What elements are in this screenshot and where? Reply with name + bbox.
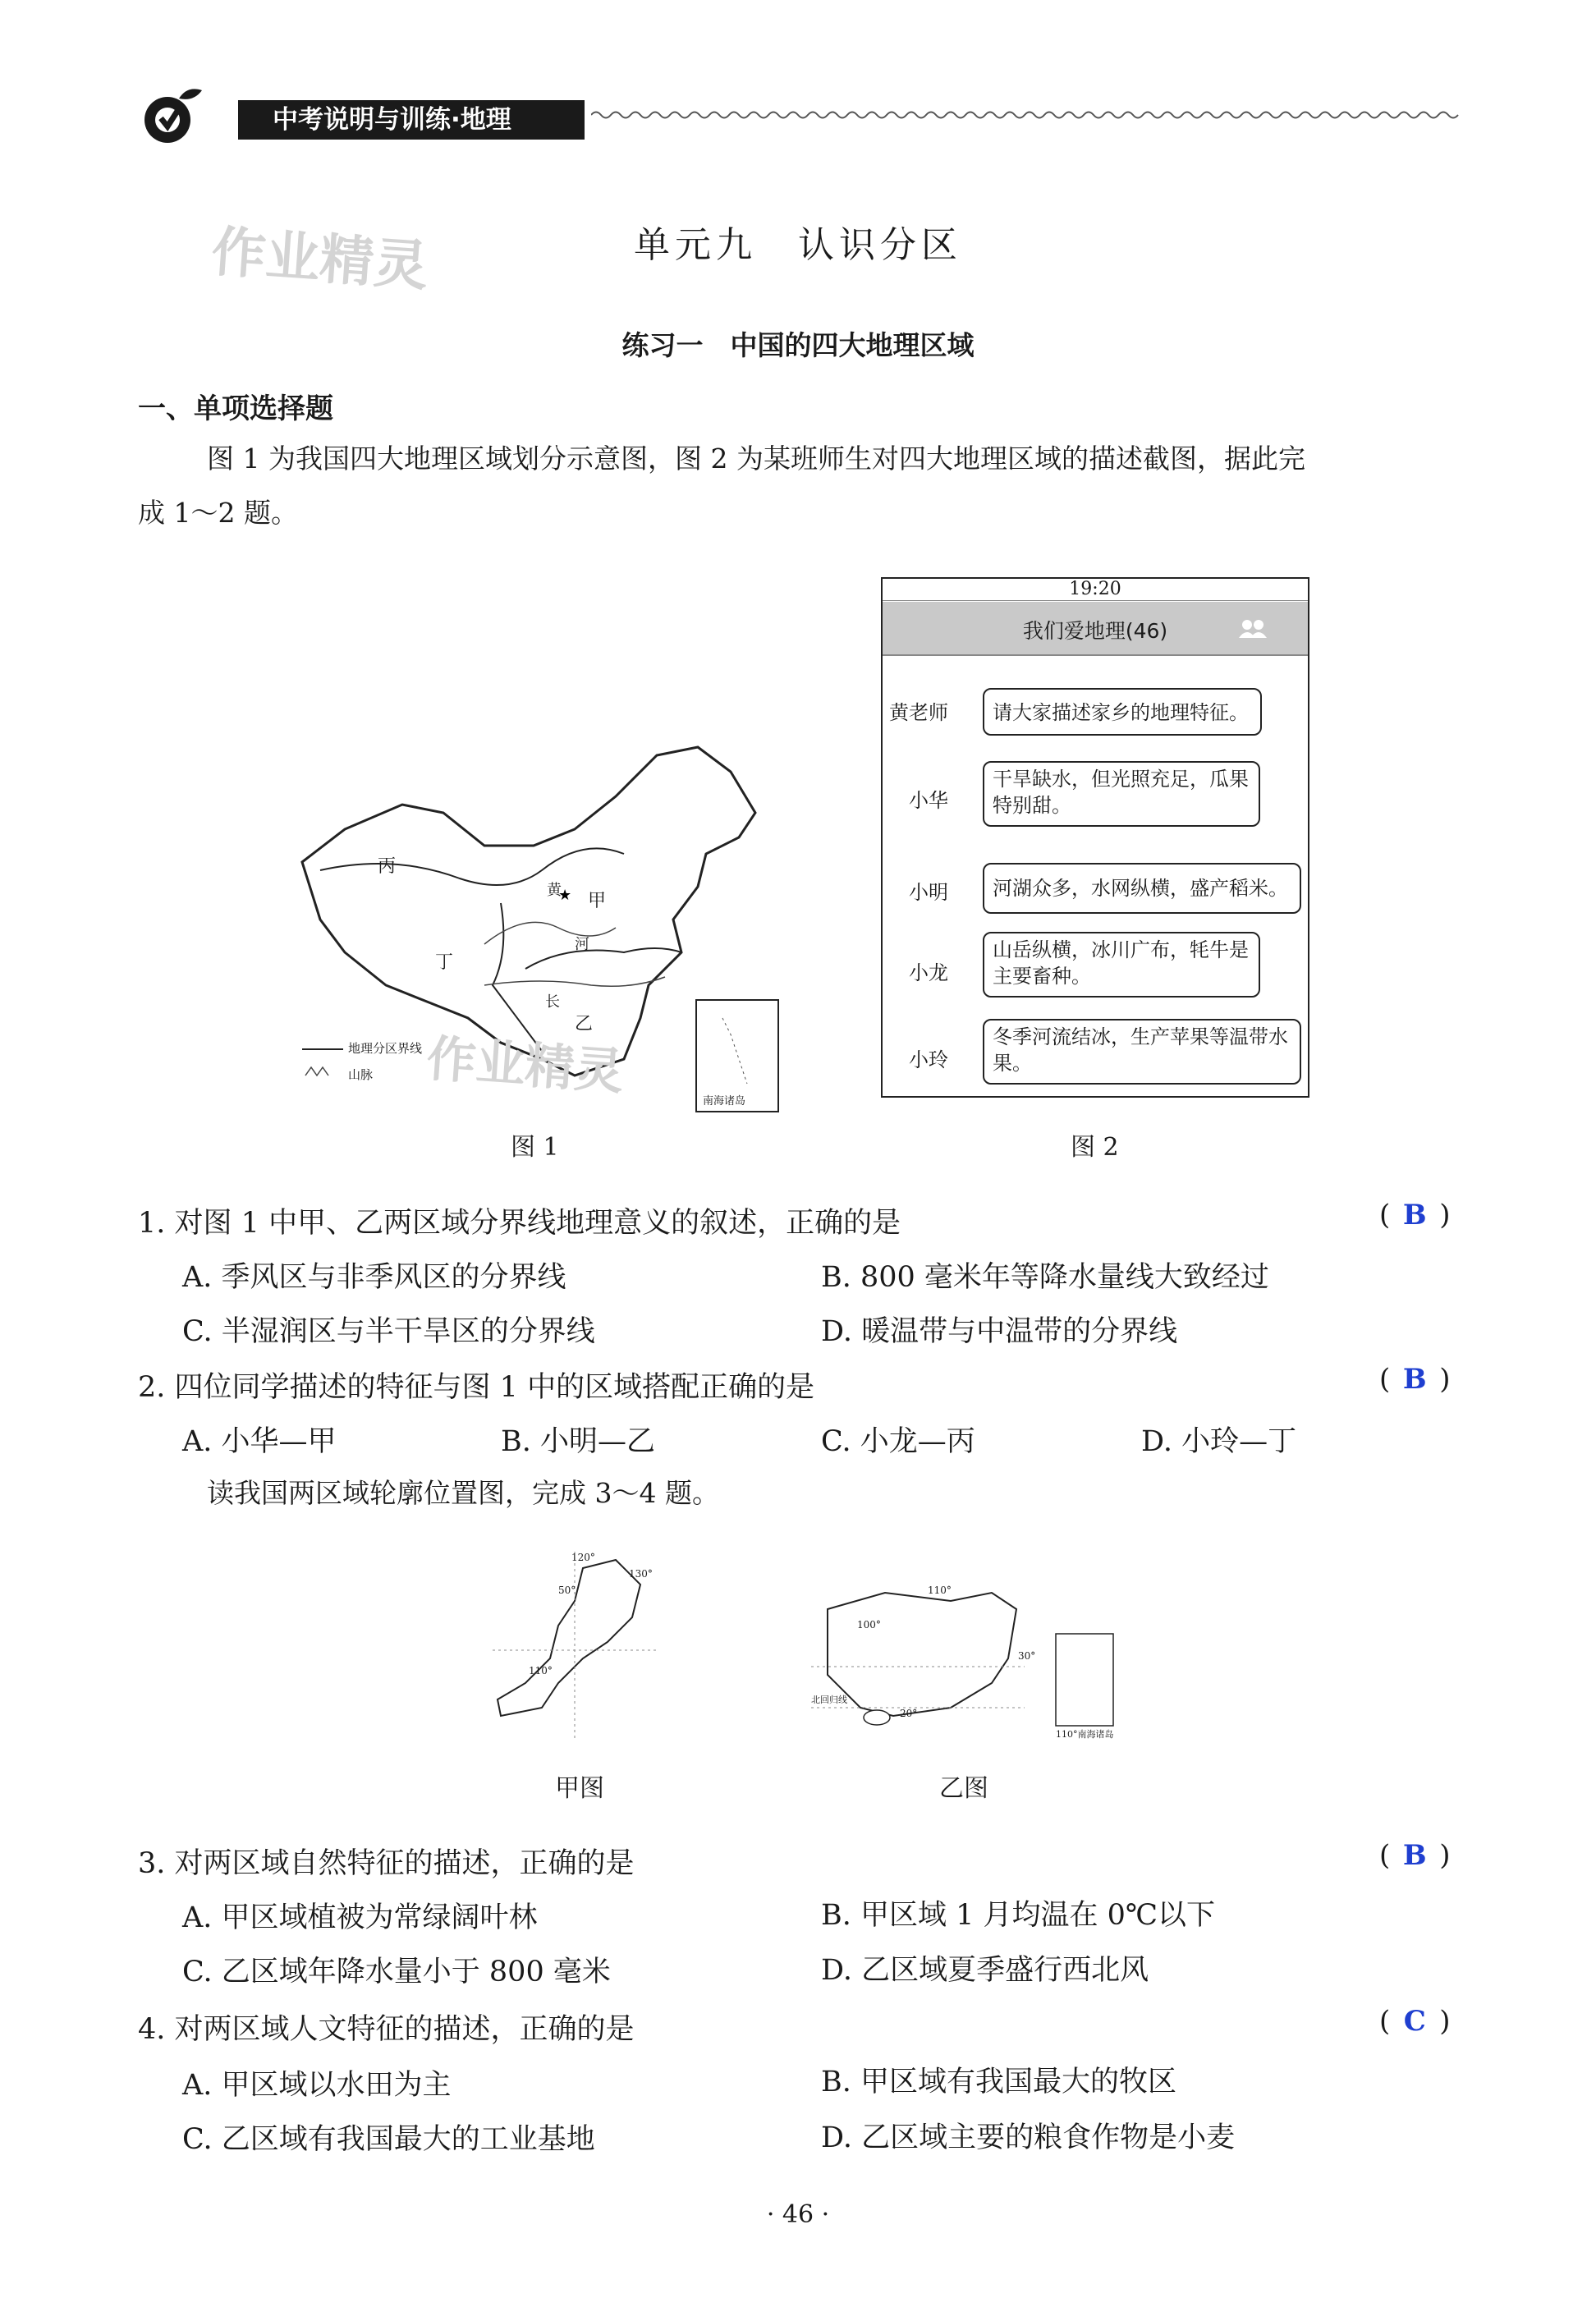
q3-option-c: C. 乙区域年降水量小于 800 毫米 xyxy=(182,1956,611,1988)
group-users-icon xyxy=(1237,618,1270,640)
lon-label: 120° xyxy=(571,1552,595,1563)
chat-name-5: 小玲 xyxy=(909,1048,948,1071)
book-title: 中考说明与训练·地理 xyxy=(238,100,585,140)
question-number: 1. xyxy=(138,1207,166,1240)
region-label-chang: 长 xyxy=(545,993,560,1011)
chat-bubble-4: 山岳纵横，冰川广布，牦牛是主要畜种。 xyxy=(983,932,1260,998)
lat-label: 20° xyxy=(900,1708,918,1719)
chat-name-2: 小华 xyxy=(909,789,948,812)
unit-title: 单元九 认识分区 xyxy=(634,224,962,266)
chat-bubble-3: 河湖众多，水网纵横，盛产稻米。 xyxy=(983,863,1301,914)
figure-1-caption: 图 1 xyxy=(511,1133,559,1162)
figure-yi-caption: 乙图 xyxy=(939,1774,988,1803)
question-2-stem xyxy=(138,1364,814,1406)
q1-option-a: A. 季风区与非季风区的分界线 xyxy=(182,1261,566,1294)
q4-option-a: A. 甲区域以水田为主 xyxy=(182,2069,452,2102)
q2-option-b: B. 小明—乙 xyxy=(501,1425,655,1458)
question-text: 对两区域人文特征的描述，正确的是 xyxy=(174,2013,635,2046)
chat-bubble-5: 冬季河流结冰，生产苹果等温带水果。 xyxy=(983,1019,1301,1085)
lat-label: 50° xyxy=(558,1585,576,1596)
q3-option-d: D. 乙区域夏季盛行西北风 xyxy=(821,1954,1149,1987)
figure-2-chat xyxy=(881,577,1309,1098)
answer-bracket-4: ( C ) xyxy=(1379,2005,1451,2038)
legend-mountain: 山脉 xyxy=(348,1067,374,1082)
figure-yi-map xyxy=(811,1585,1123,1741)
figure-jia-map xyxy=(493,1552,657,1741)
inset-label: 110°南海诸岛 xyxy=(1056,1729,1114,1740)
question-3-stem xyxy=(138,1841,635,1882)
question-text: 四位同学描述的特征与图 1 中的区域搭配正确的是 xyxy=(174,1371,815,1404)
q1-option-c: C. 半湿润区与半干旱区的分界线 xyxy=(182,1315,595,1348)
figure-2-caption: 图 2 xyxy=(1071,1133,1119,1162)
page-number: · 46 · xyxy=(766,2200,830,2229)
chat-group-name: 我们爱地理(46) xyxy=(1022,619,1168,643)
chat-name-4: 小龙 xyxy=(909,961,948,984)
answer-bracket-1: ( B ) xyxy=(1379,1199,1451,1231)
lon-label: 110° xyxy=(529,1665,553,1676)
intro-paragraph-1 xyxy=(138,432,1484,540)
question-text: 对图 1 中甲、乙两区域分界线地理意义的叙述，正确的是 xyxy=(174,1207,901,1240)
lon-label: 110° xyxy=(928,1585,952,1596)
place-label: 北回归线 xyxy=(811,1695,847,1705)
answer-letter: B xyxy=(1402,1199,1427,1231)
lon-label: 130° xyxy=(629,1568,653,1580)
question-number: 4. xyxy=(138,2013,166,2046)
lat-label: 30° xyxy=(1018,1650,1036,1662)
answer-bracket-3: ( B ) xyxy=(1379,1839,1451,1872)
region-label-ding: 丁 xyxy=(435,952,454,973)
region-label-yi: 乙 xyxy=(575,1014,594,1034)
section-title: 一、单项选择题 xyxy=(138,392,333,425)
q1-option-d: D. 暖温带与中温带的分界线 xyxy=(821,1315,1178,1348)
chat-name-1: 黄老师 xyxy=(889,701,948,724)
south-sea-inset xyxy=(1056,1634,1113,1726)
intro-paragraph-2: 读我国两区域轮廓位置图，完成 3～4 题。 xyxy=(207,1477,719,1509)
intro-line-1: 图 1 为我国四大地理区域划分示意图，图 2 为某班师生对四大地理区域的描述截图，据此完 xyxy=(207,443,1305,475)
inset-label: 南海诸岛 xyxy=(703,1095,746,1108)
header-logo xyxy=(136,82,218,148)
q2-option-c: C. 小龙—丙 xyxy=(821,1425,975,1458)
question-4-stem xyxy=(138,2007,635,2048)
q3-option-b: B. 甲区域 1 月均温在 0℃以下 xyxy=(821,1899,1216,1932)
question-number: 3. xyxy=(138,1847,166,1880)
q3-option-a: A. 甲区域植被为常绿阔叶林 xyxy=(182,1901,538,1934)
q1-option-b: B. 800 毫米年等降水量线大致经过 xyxy=(821,1261,1269,1294)
question-number: 2. xyxy=(138,1371,166,1404)
south-region-outline xyxy=(811,1585,1123,1741)
q4-option-c: C. 乙区域有我国最大的工业基地 xyxy=(182,2123,595,2156)
chat-name-3: 小明 xyxy=(909,881,948,904)
chat-time: 19:20 xyxy=(883,579,1308,601)
header-wavy-rule xyxy=(591,107,1478,123)
watermark: 作业精灵 xyxy=(424,1030,626,1102)
chat-bubble-1: 请大家描述家乡的地理特征。 xyxy=(983,688,1262,736)
watermark: 作业精灵 xyxy=(209,219,430,299)
answer-letter: B xyxy=(1402,1363,1427,1396)
svg-text:★: ★ xyxy=(558,887,572,904)
question-text: 对两区域自然特征的描述，正确的是 xyxy=(174,1847,635,1880)
chat-group-bar xyxy=(883,602,1308,656)
q2-option-a: A. 小华—甲 xyxy=(182,1425,337,1458)
answer-letter: C xyxy=(1403,2005,1426,2038)
apple-check-logo-icon xyxy=(136,82,218,148)
northeast-region-outline xyxy=(493,1552,657,1741)
region-label-he: 河 xyxy=(575,936,589,953)
q2-option-d: D. 小玲—丁 xyxy=(1141,1425,1297,1458)
exercise-title: 练习一 中国的四大地理区域 xyxy=(621,329,975,361)
chat-bubble-2: 干旱缺水，但光照充足，瓜果特别甜。 xyxy=(983,761,1260,827)
answer-bracket-2: ( B ) xyxy=(1379,1363,1451,1396)
question-1-stem xyxy=(138,1200,901,1241)
q4-option-b: B. 甲区域有我国最大的牧区 xyxy=(821,2066,1176,2098)
region-label-huang: 黄 xyxy=(547,882,562,899)
lon-label: 100° xyxy=(857,1619,881,1630)
region-label-bing: 丙 xyxy=(378,856,397,877)
intro-line-2: 成 1～2 题。 xyxy=(138,497,298,529)
q4-option-d: D. 乙区域主要的粮食作物是小麦 xyxy=(821,2121,1236,2154)
answer-letter: B xyxy=(1402,1839,1427,1872)
region-label-jia: 甲 xyxy=(588,891,607,911)
legend-boundary: 地理分区界线 xyxy=(348,1041,423,1056)
figure-jia-caption: 甲图 xyxy=(555,1774,604,1803)
